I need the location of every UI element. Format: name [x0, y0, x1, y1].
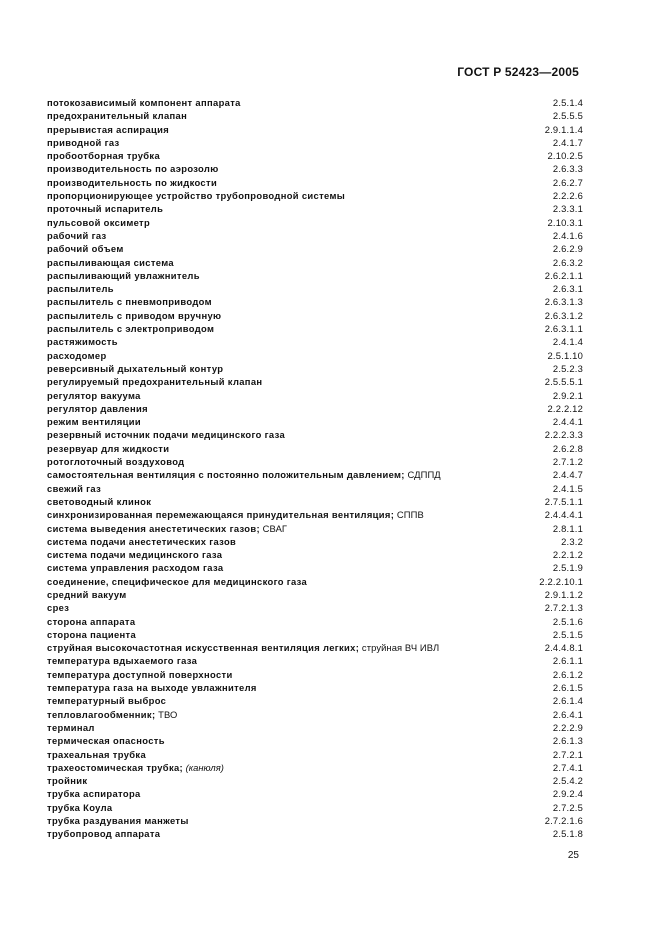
index-entry-term: расходомер [47, 349, 107, 361]
index-entry [47, 202, 583, 215]
index-entry [47, 601, 583, 614]
index-entry-reference: 2.5.5.5.1 [544, 376, 583, 388]
index-entry [47, 548, 583, 561]
index-entry-reference: 2.6.4.1 [552, 708, 583, 720]
index-entry-term-cell [47, 628, 136, 641]
index-entry [47, 522, 583, 535]
index-entry [47, 375, 583, 388]
index-entry-term: система управления расходом газа [47, 562, 224, 574]
index-entry [47, 708, 583, 721]
index-entry-term-cell [47, 708, 177, 721]
index-entry-reference: 2.4.1.7 [552, 136, 583, 148]
index-entry-term: трахеальная трубка [47, 748, 147, 760]
index-entry-term: сторона пациента [47, 628, 137, 640]
index-entry-reference: 2.2.2.9 [552, 721, 583, 733]
index-entry-term-cell [47, 601, 69, 614]
index-entry-term: пульсовой оксиметр [47, 216, 151, 228]
index-entry-term: трубка аспиратора [47, 788, 141, 800]
index-entry-abbreviation: СДППД [404, 469, 441, 481]
index-entry [47, 123, 583, 136]
index-entry-abbreviation: СВАГ [259, 522, 288, 534]
index-entry-term: трахеостомическая трубка; [47, 761, 184, 773]
index-entry-abbreviation: СППВ [394, 509, 424, 521]
index-entry-term-cell [47, 787, 141, 800]
index-entry-term-cell [47, 362, 223, 375]
index-entry [47, 641, 583, 654]
index-entry [47, 787, 583, 800]
index-entry-reference: 2.5.5.5 [552, 110, 583, 122]
index-entry-term-cell [47, 588, 127, 601]
index-entry [47, 269, 583, 282]
index-entry-reference: 2.4.4.4.1 [544, 509, 583, 521]
index-entry-term-cell [47, 189, 345, 202]
index-entry-term-cell [47, 428, 285, 441]
index-entry [47, 721, 583, 734]
index-entry [47, 389, 583, 402]
index-entry-reference: 2.6.1.4 [552, 695, 583, 707]
index-entry-term-cell [47, 349, 107, 362]
index-entry-term: распылитель с приводом вручную [47, 309, 222, 321]
index-entry [47, 681, 583, 694]
index-entry-term-cell [47, 654, 197, 667]
index-entry-term-cell [47, 242, 124, 255]
index-entry-term: ротоглоточный воздуховод [47, 456, 185, 468]
index-entry-reference: 2.6.3.3 [552, 163, 583, 175]
index-entry [47, 96, 583, 109]
index-entry-term-cell [47, 535, 236, 548]
index-entry-reference: 2.10.3.1 [547, 216, 583, 228]
index-entry [47, 575, 583, 588]
index-entry-reference: 2.6.3.1.1 [544, 323, 583, 335]
index-entry-term-cell [47, 415, 141, 428]
index-entry-reference: 2.9.2.4 [552, 788, 583, 800]
index-entry [47, 827, 583, 840]
index-entry [47, 362, 583, 375]
index-entry-term: проточный испаритель [47, 203, 164, 215]
index-entry-reference: 2.6.3.1.2 [544, 309, 583, 321]
index-entry [47, 801, 583, 814]
index-entry-term: срез [47, 602, 70, 614]
index-entry-term: соединение, специфическое для медицинского газа [47, 575, 308, 587]
index-entry-reference: 2.6.3.2 [552, 256, 583, 268]
index-entry-reference: 2.6.1.5 [552, 682, 583, 694]
index-entry-term-cell [47, 761, 224, 774]
index-entry-term: распылитель [47, 283, 114, 295]
index-entry-reference: 2.2.2.10.1 [539, 575, 583, 587]
index-entry-term-cell [47, 814, 189, 827]
index-entry-term: рабочий газ [47, 229, 107, 241]
index-entry-reference: 2.7.1.2 [552, 456, 583, 468]
index-entry [47, 229, 583, 242]
index-entry-term: производительность по жидкости [47, 176, 218, 188]
index-entry-abbreviation: ТВО [155, 708, 178, 720]
index-entry [47, 176, 583, 189]
index-entry [47, 109, 583, 122]
index-entry-term-cell [47, 335, 118, 348]
index-entry-reference: 2.9.1.1.2 [544, 588, 583, 600]
index-entry-term: терминал [47, 721, 95, 733]
index-entry-reference: 2.7.2.1.6 [544, 815, 583, 827]
index-entry-term-cell [47, 827, 160, 840]
index-entry [47, 242, 583, 255]
index-entry-term: регулятор давления [47, 402, 148, 414]
index-entry [47, 561, 583, 574]
index-entry-term: прерывистая аспирация [47, 123, 170, 135]
index-entry [47, 774, 583, 787]
index-entry-term-cell [47, 734, 165, 747]
index-entry-term: распыливающая система [47, 256, 174, 268]
index-entry-term: пробоотборная трубка [47, 150, 161, 162]
index-entry [47, 309, 583, 322]
index-entry-term-cell [47, 522, 287, 535]
index-entry-term: резервуар для жидкости [47, 442, 170, 454]
index-entry-reference: 2.7.2.1 [552, 748, 583, 760]
index-entry-reference: 2.4.1.4 [552, 336, 583, 348]
index-entry-note: (канюля) [183, 761, 224, 773]
index-entry-term-cell [47, 641, 439, 654]
index-entry-reference: 2.4.4.8.1 [544, 642, 583, 654]
index-entry-term: рабочий объем [47, 243, 124, 255]
index-entry-term: трубка Коула [47, 801, 113, 813]
index-entry-term-cell [47, 136, 120, 149]
index-entry-term-cell [47, 256, 174, 269]
index-entry [47, 442, 583, 455]
index-entry [47, 468, 583, 481]
index-entry [47, 256, 583, 269]
index-entry-term-cell [47, 468, 441, 481]
index-entry-term-cell [47, 721, 95, 734]
index-entry-reference: 2.5.1.9 [552, 562, 583, 574]
index-entry-term: тепловлагообменник; [47, 708, 156, 720]
index-entry-reference: 2.4.1.6 [552, 229, 583, 241]
index-entry-term-cell [47, 442, 169, 455]
index-entry-term-cell [47, 495, 151, 508]
index-entry-reference: 2.3.3.1 [552, 203, 583, 215]
index-entry-term-cell [47, 694, 166, 707]
index-entry-reference: 2.10.2.5 [547, 150, 583, 162]
index-entry-reference: 2.9.2.1 [552, 389, 583, 401]
index-entry-reference: 2.7.2.1.3 [544, 602, 583, 614]
index-entry-term-cell [47, 774, 87, 787]
index-entry-reference: 2.4.4.1 [552, 416, 583, 428]
index-entry-reference: 2.6.2.9 [552, 243, 583, 255]
index-entry-reference: 2.6.1.3 [552, 735, 583, 747]
index-entry-term-cell [47, 575, 307, 588]
index-entry-term: сторона аппарата [47, 615, 136, 627]
index-entry [47, 588, 583, 601]
index-entry-reference: 2.4.1.5 [552, 482, 583, 494]
index-entry-term-cell [47, 681, 257, 694]
index-entry-term: резервный источник подачи медицинского газа [47, 429, 286, 441]
terms-index-list [47, 96, 583, 841]
index-entry-term: потокозависимый компонент аппарата [47, 97, 241, 108]
index-entry-term: пропорционирующее устройство трубопроводной системы [47, 190, 346, 202]
index-entry-term: регулятор вакуума [47, 389, 141, 401]
index-entry [47, 628, 583, 641]
index-entry-term-cell [47, 748, 146, 761]
index-entry-reference: 2.4.4.7 [552, 469, 583, 481]
index-entry [47, 668, 583, 681]
index-entry-term-cell [47, 322, 214, 335]
index-entry-reference: 2.6.2.1.1 [544, 269, 583, 281]
index-entry [47, 654, 583, 667]
index-entry-term-cell [47, 508, 424, 521]
index-entry-term-cell [47, 309, 221, 322]
index-entry-term: предохранительный клапан [47, 110, 188, 122]
index-entry-term-cell [47, 295, 212, 308]
index-entry-term: самостоятельная вентиляция с постоянно положительным давлением; [47, 469, 405, 481]
index-entry-term: система выведения анестетических газов; [47, 522, 260, 534]
index-entry-abbreviation: струйная ВЧ ИВЛ [359, 642, 440, 654]
index-entry [47, 149, 583, 162]
index-entry-term-cell [47, 389, 141, 402]
index-entry [47, 349, 583, 362]
index-entry-term: тройник [47, 775, 88, 787]
index-entry-term-cell [47, 548, 222, 561]
index-entry-term-cell [47, 282, 114, 295]
index-entry-term: трубка раздувания манжеты [47, 815, 189, 827]
index-entry-term-cell [47, 269, 200, 282]
index-entry-term-cell [47, 176, 217, 189]
index-entry [47, 295, 583, 308]
index-entry-term: приводной газ [47, 136, 120, 148]
index-entry [47, 535, 583, 548]
index-entry-reference: 2.3.2 [561, 535, 583, 547]
index-entry-reference: 2.6.1.1 [552, 655, 583, 667]
index-entry [47, 748, 583, 761]
index-entry-term-cell [47, 375, 262, 388]
index-entry-term: распылитель с пневмоприводом [47, 296, 212, 308]
index-entry-reference: 2.5.1.8 [552, 828, 583, 840]
index-entry [47, 814, 583, 827]
index-entry-term: термическая опасность [47, 735, 165, 747]
index-entry-term: реверсивный дыхательный контур [47, 362, 224, 374]
index-entry-term-cell [47, 216, 150, 229]
page-number: 25 [567, 850, 579, 861]
index-entry [47, 761, 583, 774]
index-entry [47, 495, 583, 508]
index-entry-term-cell [47, 668, 233, 681]
index-entry-term-cell [47, 455, 184, 468]
index-entry-term-cell [47, 229, 107, 242]
index-entry-reference: 2.5.2.3 [552, 362, 583, 374]
index-entry-term-cell [47, 801, 113, 814]
index-entry-term: световодный клинок [47, 495, 152, 507]
index-entry-term-cell [47, 561, 223, 574]
index-entry-reference: 2.5.1.5 [552, 628, 583, 640]
index-entry-reference: 2.2.1.2 [552, 549, 583, 561]
index-entry-term: температура доступной поверхности [47, 668, 233, 680]
index-entry [47, 508, 583, 521]
index-entry-term: свежий газ [47, 482, 102, 494]
index-entry-term-cell [47, 149, 160, 162]
index-entry-term: распыливающий увлажнитель [47, 269, 200, 281]
index-entry-term: режим вентиляции [47, 416, 141, 428]
index-entry-term-cell [47, 482, 101, 495]
index-entry-reference: 2.5.1.6 [552, 615, 583, 627]
index-entry-term-cell [47, 96, 241, 109]
index-entry-reference: 2.2.2.3.3 [544, 429, 583, 441]
index-entry-reference: 2.7.4.1 [552, 761, 583, 773]
index-entry [47, 415, 583, 428]
index-entry-term: растяжимость [47, 336, 118, 348]
index-entry [47, 428, 583, 441]
index-entry-term: струйная высокочастотная искусственная вентиляция легких; [47, 642, 360, 654]
index-entry-term: температурный выброс [47, 695, 167, 707]
index-entry-term: распылитель с электроприводом [47, 323, 215, 335]
index-entry-term: синхронизированная перемежающаяся принудительная вентиляция; [47, 509, 395, 521]
index-entry [47, 615, 583, 628]
index-entry [47, 322, 583, 335]
index-entry-reference: 2.8.1.1 [552, 522, 583, 534]
index-entry-term: система подачи медицинского газа [47, 549, 223, 561]
index-entry-term-cell [47, 109, 187, 122]
index-entry-reference: 2.2.2.6 [552, 190, 583, 202]
index-entry-term-cell [47, 202, 163, 215]
index-entry [47, 402, 583, 415]
index-entry-term: температура вдыхаемого газа [47, 655, 198, 667]
index-entry-reference: 2.5.1.4 [552, 97, 583, 108]
index-entry-term: регулируемый предохранительный клапан [47, 376, 263, 388]
index-entry-term-cell [47, 123, 169, 136]
index-entry-term: трубопровод аппарата [47, 828, 161, 840]
index-entry-term-cell [47, 162, 219, 175]
index-entry-reference: 2.6.2.8 [552, 442, 583, 454]
index-entry-reference: 2.5.4.2 [552, 775, 583, 787]
index-entry [47, 189, 583, 202]
index-entry-reference: 2.6.3.1 [552, 283, 583, 295]
index-entry-reference: 2.2.2.12 [547, 402, 583, 414]
index-entry [47, 136, 583, 149]
index-entry-reference: 2.5.1.10 [547, 349, 583, 361]
index-entry-term: температура газа на выходе увлажнителя [47, 682, 257, 694]
index-entry-reference: 2.7.2.5 [552, 801, 583, 813]
index-entry-term: средний вакуум [47, 588, 127, 600]
index-entry [47, 694, 583, 707]
index-entry-reference: 2.6.2.7 [552, 176, 583, 188]
index-entry [47, 282, 583, 295]
index-entry-reference: 2.6.1.2 [552, 668, 583, 680]
index-entry [47, 455, 583, 468]
index-entry-term: система подачи анестетических газов [47, 535, 237, 547]
index-entry-reference: 2.6.3.1.3 [544, 296, 583, 308]
document-header: ГОСТ Р 52423—2005 [457, 65, 579, 79]
index-entry [47, 734, 583, 747]
index-entry-term-cell [47, 402, 148, 415]
index-entry [47, 216, 583, 229]
index-entry-term: производительность по аэрозолю [47, 163, 219, 175]
index-entry-reference: 2.7.5.1.1 [544, 495, 583, 507]
index-entry-reference: 2.9.1.1.4 [544, 123, 583, 135]
index-entry [47, 162, 583, 175]
index-entry [47, 482, 583, 495]
index-entry [47, 335, 583, 348]
index-entry-term-cell [47, 615, 135, 628]
